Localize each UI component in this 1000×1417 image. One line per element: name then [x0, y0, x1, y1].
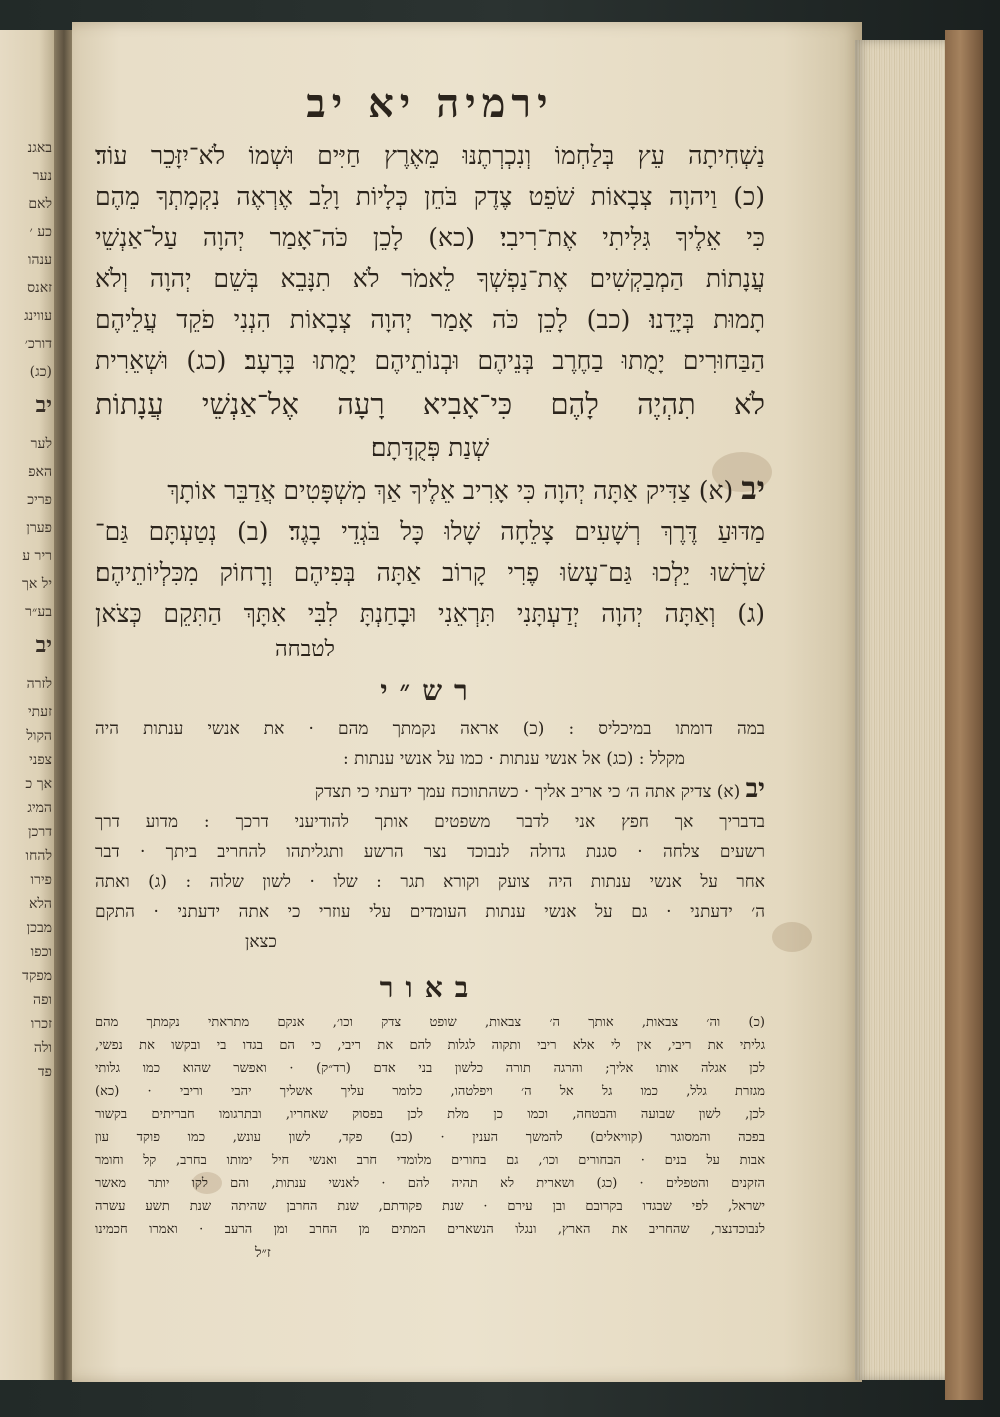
commentary-line: לכן, לשון שבועה והבטחה, וכמו כן מלת לכן בפסוק שאחריו, ובתרגומו חבריתים בקשור — [95, 1107, 765, 1122]
left-page-fragment: זכרו — [30, 1016, 52, 1032]
left-page-fragment: ופה — [33, 992, 52, 1008]
left-page-fragment: יל אך — [22, 576, 52, 592]
biur-title: באור — [379, 971, 481, 1004]
left-page-fragment: נער — [32, 168, 52, 184]
main-text — [95, 135, 765, 662]
left-page-fragment: צפני — [29, 752, 52, 768]
page-header: ירמיה יא יב — [306, 80, 554, 127]
text-line: מַדּוּעַ דֶּרֶךְ רְשָׁעִים צָלֵחָה שָׁלוּ כָּל בֹּגְדֵי בָגֶד׃ (ב) נְטַעְתָּם גַּם־ — [95, 517, 765, 546]
signature-mark: ז״ל — [255, 1245, 271, 1261]
left-page-fragment: פירו — [30, 872, 52, 888]
text-line: (א) צַדִּיק אַתָּה יְהוָה כִּי אָרִיב אֵלֶיךָ אַךְ מִשְׁפָּטִים אֲדַבֵּר אוֹתָךְ — [167, 476, 734, 505]
left-page-fragment: יב — [35, 632, 52, 658]
left-page-fragment: ולה — [33, 1040, 52, 1056]
left-page-fragment: להחו — [25, 848, 52, 864]
rashi-commentary — [95, 714, 765, 957]
chapter-label: יב — [741, 469, 765, 507]
text-line: (ג) וְאַתָּה יְהוָה יְדַעְתָּנִי תִּרְאֵנִי וּבָחַנְתָּ לִבִּי אִתָּךְ הַתִּקֵם כְּצֹאן — [95, 599, 765, 628]
left-page-fragment: המיג — [27, 800, 52, 816]
left-page-fragment: וכפו — [30, 944, 52, 960]
left-page-fragment: לזרה — [26, 676, 52, 692]
commentary-line: אבות על בנים · הבחורים וכו׳, גם בחורים מלומדי חרב ואנשי חיל ימותו בחרב, קל וחומר — [95, 1153, 765, 1168]
commentary-line: במה דומתו במיכליס : (כ) אראה נקמתך מהם · את אנשי ענתות היה — [95, 719, 765, 739]
text-line: שֹׁרָשׁוּ יֵלְכוּ גַּם־עָשׂוּ פֶרִי קָרוֹב אַתָּה בְּפִיהֶם וְרָחוֹק מִכִּלְיוֹתֵיהֶם׃ — [95, 558, 765, 587]
text-line: תָמוּת בְּיָדֵנוּ׃ (כב) לָכֵן כֹּה אָמַר יְהוָה צְבָאוֹת הִנְנִי פֹקֵד עֲלֵיהֶם — [95, 305, 765, 334]
left-page-fragment: בע״ר — [25, 604, 52, 620]
left-page-fragment: מפקד — [22, 968, 52, 984]
commentary-line: גליתי את ריבי, אין לי אלא ריבי ותקוה לגלות להם את ריבי, כי הם בגדו בי ובקשו את נפשי, — [95, 1038, 765, 1053]
commentary-line: כצאן — [245, 932, 277, 952]
book-cover-edge — [945, 30, 983, 1400]
commentary-line: (כ) וה׳ צבאות, אותך ה׳ צבאות, שופט צדק וכו׳, אנקם מתראתי נקמתך מהם — [95, 1015, 765, 1030]
left-page-fragment: זעתי — [27, 704, 52, 720]
previous-page-edge — [0, 30, 56, 1380]
chapter-first-line — [95, 468, 765, 511]
left-page-fragment: זאנס — [27, 280, 52, 296]
commentary-line: (א) צדיק אתה ה׳ כי אריב אליך · כשהתווכח עמך ידעתי כי תצדק — [314, 782, 741, 802]
left-page-fragment: האפ — [28, 464, 52, 480]
text-line: נַשְׁחִיתָה עֵץ בְּלַחְמוֹ וְנִכְרְתֶנּוּ מֵאֶרֶץ חַיִּים וּשְׁמוֹ לֹא־יִזָּכֵר עוֹד׃ — [95, 141, 765, 170]
left-page-fragment: מבכן — [26, 920, 52, 936]
commentary-line: לנבוכדנצר, שהחריב את הארץ, ונגלו הנשארים המתים מן החרב ומן הרעב · ואמרו חכמינו — [95, 1222, 765, 1237]
left-page-fragment: ריר ע — [22, 548, 52, 564]
commentary-line: אחר על אנשי ענתות היה צועק וקורא תגר : שלו · לשון שלוה : (ג) ואתה — [95, 872, 765, 892]
text-line: (כ) וַיהוָה צְבָאוֹת שֹׁפֵט צֶדֶק בֹּחֵן כְּלָיוֹת וָלֵב אֶרְאֶה נִקְמָתְךָ מֵהֶם — [95, 182, 765, 211]
commentary-line: לכן אגלה אותו אליך; והרגה תורה כלשון בני אדם (רד״ק) · ואפשר שהוא כמו גלותי — [95, 1061, 765, 1076]
commentary-line: ה׳ ידעתני · גם על אנשי ענתות העומדים עלי עוזרי כי אתה ידעתני · התקם — [95, 902, 765, 922]
left-page-fragment: הלא — [28, 896, 52, 912]
left-page-fragment: פד — [37, 1064, 52, 1080]
commentary-line: בדבריך אך חפץ אני לדבר משפטים אותך להודיעני דרכך : מדוע דרך — [95, 812, 765, 832]
left-page-fragment: כע ׳ — [29, 224, 52, 240]
left-page-fragment: דרכן — [27, 824, 52, 840]
left-page-fragment: באגנ — [27, 140, 52, 156]
text-line: עֲנָתוֹת הַמְבַקְשִׁים אֶת־נַפְשְׁךָ לֵאמֹר לֹא תִנָּבֵא בְּשֵׁם יְהוָה וְלֹא — [95, 264, 765, 293]
left-page-fragment: (כג) — [29, 364, 52, 380]
text-line: שְׁנַת פְּקֻדָּתָם׃ — [370, 433, 490, 462]
catchword: לטבחה — [275, 637, 335, 662]
commentary-line: בפכה והמסוגר (קוויאלים) להמשך הענין · (כב) פקד, לשון עונש, כמו פוקד עון — [95, 1130, 765, 1145]
left-page-fragment: הקול — [26, 728, 52, 744]
left-page-fragment: עווינג — [24, 308, 52, 324]
commentary-line: הזקנים והטפלים · (כג) ושארית לא תהיה להם · לאנשי ענתות, והם לקו יותר מאשר — [95, 1176, 765, 1191]
commentary-line: מקלל : (כג) אל אנשי ענתות · כמו על אנשי ענתות : — [343, 749, 685, 769]
commentary-line: ישראל, לפי שבגדו בקרובם ובן עירם · שנת פקודתם, שנת החרבן שהיתה שנת תשע עשרה — [95, 1199, 765, 1214]
text-line: לֹא תִהְיֶה לָהֶם כִּי־אָבִיא רָעָה אֶל־אַנְשֵׁי עֲנָתוֹת — [95, 387, 765, 421]
left-page-fragment: פריכ — [27, 492, 52, 508]
chapter-label: יב — [745, 774, 765, 804]
left-page-fragment: לער — [30, 436, 52, 452]
left-page-fragment: ענהו — [27, 252, 52, 268]
biur-commentary — [95, 1011, 765, 1262]
text-line: כִּי אֵלֶיךָ גִּלִּיתִי אֶת־רִיבִי׃ (כא) לָכֵן כֹּה־אָמַר יְהוָה עַל־אַנְשֵׁי — [95, 223, 765, 252]
left-page-fragment: דורכ׳ — [24, 336, 52, 352]
commentary-line: מגזרת גלל, כמו גל אל ה׳ ויפלטהו, כלומר עליך אשליך יהבי וריבי · (כא) — [95, 1084, 765, 1099]
commentary-line: רשעים צלחה · סגנת גדולה לנבוכד נצר הרשע ותגליתהו להחריב ביתך · דבר — [95, 842, 765, 862]
left-page-fragment: אך כ — [25, 776, 52, 792]
chapter-first-line — [95, 774, 765, 807]
left-page-fragment: פערן — [26, 520, 52, 536]
rashi-title: רש״י — [380, 674, 480, 707]
text-line: הַבַּחוּרִים יָמֻתוּ בַחֶרֶב בְּנֵיהֶם וּבְנוֹתֵיהֶם יָמֻתוּ בָּרָעָב׃ (כג) וּשְׁאֵרִית — [95, 346, 765, 375]
page-edges — [855, 40, 955, 1380]
left-page-fragment: יב — [35, 392, 52, 418]
page-content — [95, 80, 765, 1262]
left-page-fragment: לאם — [28, 196, 52, 212]
